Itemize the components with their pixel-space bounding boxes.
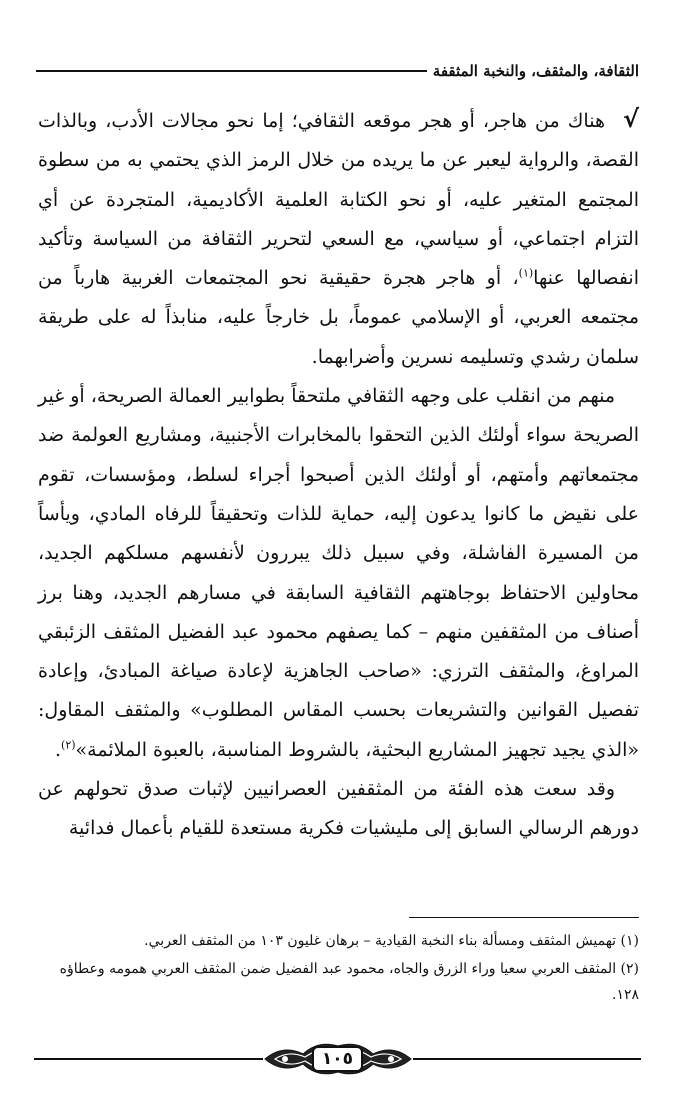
footnote: (٢) المثقف العربي سعيا وراء الزرق والجاه، محمود عبد الفضيل ضمن المثقف العربي همومه وعطاؤه ١٢٨. [59,961,639,1003]
paragraph [38,377,639,770]
footnote-reference[interactable]: (١) [518,266,534,280]
check-mark-icon: √ [622,105,639,133]
paragraph [38,770,639,849]
paragraph-text-continued: ، أو هاجر هجرة حقيقية نحو المجتمعات الغربية هارباً من مجتمعه العربي، أو الإسلامي عموماً، بل خارجاً عليه، منابذاً له على طريقة سلمان رشدي وتسليمه نسرين وأضرابهما. [38,267,639,368]
header-rule [36,70,427,72]
running-header-title: الثقافة، والمثقف، والنخبة المثقفة [432,62,639,80]
footnote-reference[interactable]: (٢) [61,738,76,752]
footer-rule-left [34,1058,263,1060]
page-number-ornament [263,1036,413,1082]
footnotes [38,928,639,1010]
paragraph-text-continued: . [54,738,62,761]
main-text [38,100,639,849]
paragraph-text: منهم من انقلب على وجهه الثقافي ملتحقاً بطوابير العمالة الصريحة، أو غير الصريحة سواء أولئك الذين التحقوا بالمخابرات الأجنبية، ومشاريع العولمة ضد مجتمعاتهم وأمتهم، أو أولئك الذين أصبحوا أجراء لسلط، ومؤسسات، تقوم على نقيض ما كانوا يدعون إليه، حماية للذات وتحقيقاً للرفاه المادي، ويأساً من المسيرة الفاشلة، وفي سبيل ذلك يبررون لأنفسهم مسلكهم الجديد، محاولين الاحتفاظ بوجاهتهم الثقافية السابقة في مسارهم الجديد، وهنا برز أصناف من المثقفين منهم – كما يصفهم محمود عبد الفضيل المثقف الزئبقي المراوغ، والمثقف الترزي: «صاحب الجاهزية لإعادة صياغة المبادئ، وإعادة تفصيل القوانين والتشريعات بحسب المقاس المطلوب» والمثقف المقاول: «الذي يجيد تجهيز المشاريع البحثية، بالشروط المناسبة، بالعبوة الملائمة» [38,385,639,761]
footnote: (١) تهميش المثقف ومسألة بناء النخبة القيادية – برهان غليون ١٠٣ من المثقف العربي. [144,933,639,949]
footnote-separator [409,917,639,918]
paragraph-text: وقد سعت هذه الفئة من المثقفين العصرانيين لإثبات صدق تحولهم عن دورهم الرسالي السابق إلى مليشيات فكرية مستعدة للقيام بأعمال فدائية [38,778,639,840]
running-header [36,56,639,86]
footer-rule-right [413,1058,642,1060]
paragraph-text: هناك من هاجر، أو هجر موقعه الثقافي؛ إما نحو مجالات الأدب، وبالذات القصة، والرواية ليعبر عن ما يريده من خلال الرمز الذي يحتمي به من سطوة المجتمع المتغير عليه، أو نحو الكتابة العلمية الأكاديمية، المتجردة عن أي التزام اجتماعي، أو سياسي، مع السعي لتحرير الثقافة من السياسة وتأكيد انفصالها عنها [38,110,639,290]
page-footer [34,1034,641,1084]
page-number: ١٠٥ [312,1046,363,1072]
paragraph [38,100,639,377]
